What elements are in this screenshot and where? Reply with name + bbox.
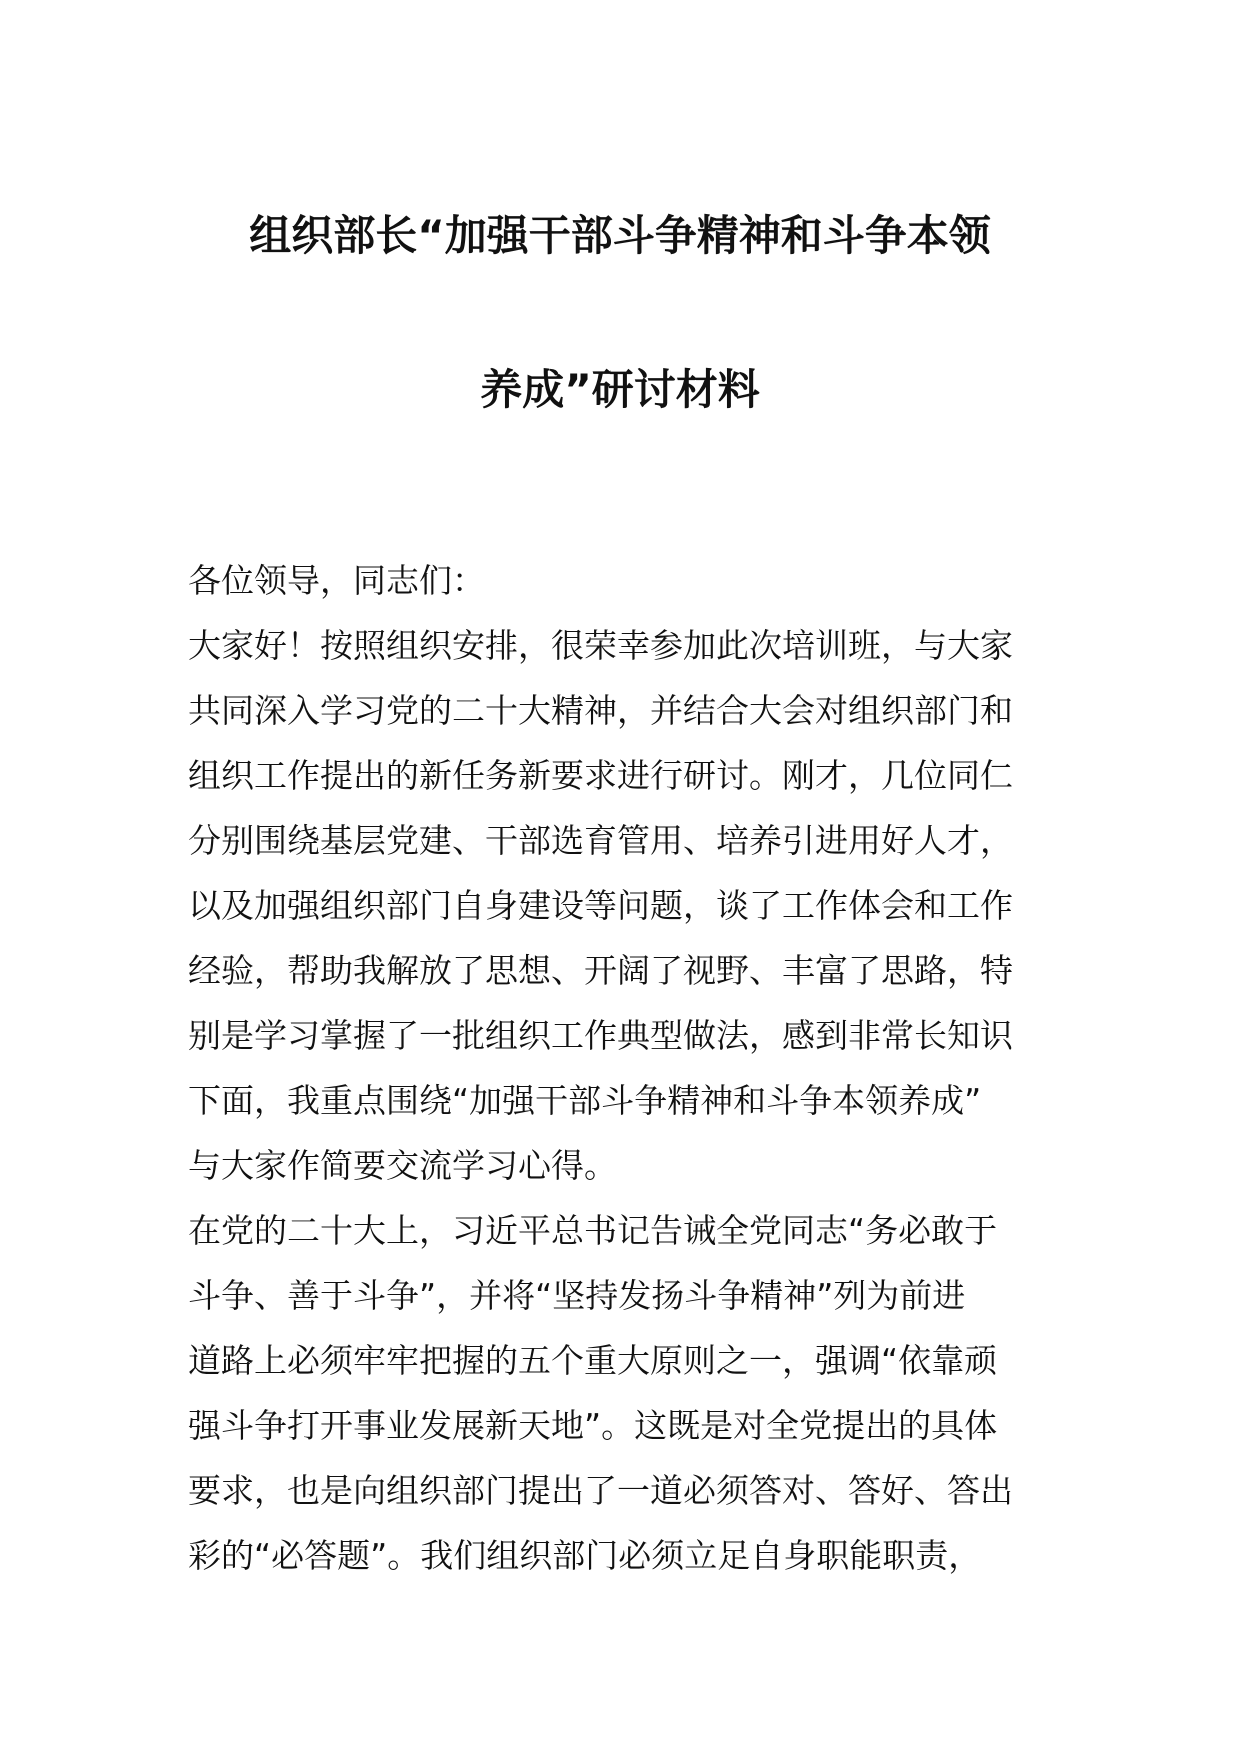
body-line: 组织工作提出的新任务新要求进行研讨。刚才，几位同仁 xyxy=(188,756,1013,795)
body-line: 共同深入学习党的二十大精神，并结合大会对组织部门和 xyxy=(188,691,1013,730)
body-line: 在党的二十大上，习近平总书记告诫全党同志“务必敢于 xyxy=(188,1211,998,1250)
body-line: 强斗争打开事业发展新天地”。这既是对全党提出的具体 xyxy=(188,1406,998,1445)
document-title-line-1: 组织部长“加强干部斗争精神和斗争本领 xyxy=(249,211,991,260)
body-line: 大家好！按照组织安排，很荣幸参加此次培训班，与大家 xyxy=(188,626,1013,665)
body-line: 分别围绕基层党建、干部选育管用、培养引进用好人才， xyxy=(188,821,1013,860)
body-line: 下面，我重点围绕“加强干部斗争精神和斗争本领养成” xyxy=(188,1081,982,1120)
body-line: 经验，帮助我解放了思想、开阔了视野、丰富了思路，特 xyxy=(188,951,1013,990)
body-line: 斗争、善于斗争”，并将“坚持发扬斗争精神”列为前进 xyxy=(188,1276,966,1315)
document-body xyxy=(188,548,1068,1588)
body-line: 以及加强组织部门自身建设等问题，谈了工作体会和工作 xyxy=(188,886,1013,925)
body-line: 彩的“必答题”。我们组织部门必须立足自身职能职责， xyxy=(188,1536,982,1575)
body-line: 别是学习掌握了一批组织工作典型做法，感到非常长知识 xyxy=(188,1016,1013,1055)
body-line: 各位领导，同志们： xyxy=(188,561,485,600)
body-line: 要求，也是向组织部门提出了一道必须答对、答好、答出 xyxy=(188,1471,1013,1510)
body-line: 道路上必须牢牢把握的五个重大原则之一，强调“依靠顽 xyxy=(188,1341,998,1380)
document-title-line-2: 养成”研讨材料 xyxy=(480,365,760,414)
body-line: 与大家作简要交流学习心得。 xyxy=(188,1146,617,1185)
